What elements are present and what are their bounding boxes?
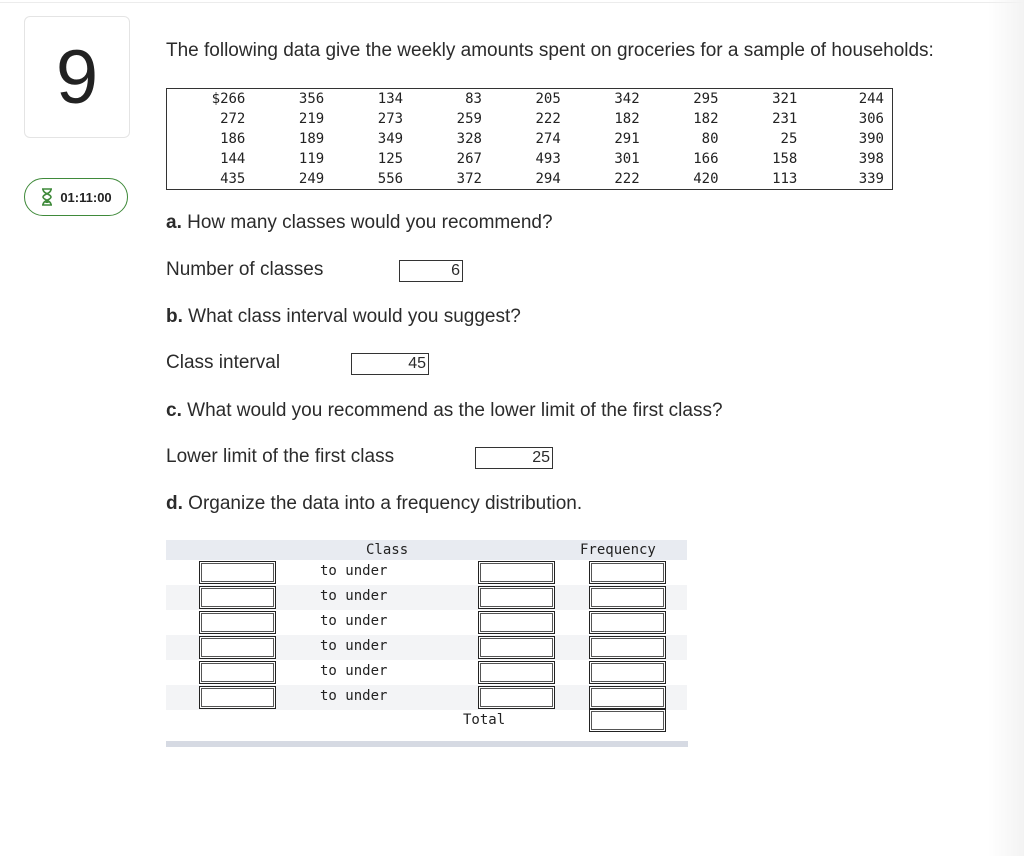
data-cell: 166 <box>693 151 719 167</box>
data-table-row <box>167 169 893 190</box>
to-under-label: to under <box>320 688 388 704</box>
data-cell: 244 <box>858 91 884 107</box>
lower-limit-label: Lower limit of the first class <box>166 446 395 467</box>
top-divider <box>0 2 1024 3</box>
data-cell: 259 <box>456 111 482 127</box>
question-number-card <box>24 16 130 138</box>
frequency-column-header: Frequency <box>580 542 656 558</box>
data-cell: 205 <box>535 91 561 107</box>
data-cell: 342 <box>614 91 640 107</box>
to-under-label: to under <box>320 588 388 604</box>
data-cell: 158 <box>772 151 798 167</box>
class-upper-limit-input[interactable] <box>478 561 555 584</box>
data-cell: 291 <box>614 131 640 147</box>
data-cell: $266 <box>211 91 246 107</box>
frequency-input[interactable] <box>589 686 666 709</box>
class-lower-limit-input[interactable] <box>199 586 276 609</box>
part-a-question: a. How many classes would you recommend? <box>166 212 553 233</box>
to-under-label: to under <box>320 613 388 629</box>
data-cell: 306 <box>858 111 884 127</box>
number-of-classes-input[interactable]: 6 <box>399 260 463 282</box>
question-number: 9 <box>55 34 99 120</box>
data-cell: 231 <box>772 111 798 127</box>
data-cell: 294 <box>535 171 561 187</box>
right-edge-shadow <box>988 0 1024 856</box>
frequency-input[interactable] <box>589 561 666 584</box>
number-of-classes-label: Number of classes <box>166 259 324 280</box>
frequency-table-row <box>166 660 687 685</box>
data-cell: 267 <box>456 151 482 167</box>
to-under-label: to under <box>320 638 388 654</box>
total-label: Total <box>463 712 506 728</box>
data-cell: 113 <box>772 171 798 187</box>
frequency-input[interactable] <box>589 661 666 684</box>
class-upper-limit-input[interactable] <box>478 636 555 659</box>
class-lower-limit-input[interactable] <box>199 686 276 709</box>
part-b-question: b. What class interval would you suggest? <box>166 306 521 327</box>
data-cell: 556 <box>377 171 404 187</box>
data-table-row <box>167 129 893 149</box>
data-table-row <box>167 109 893 129</box>
data-cell: 189 <box>298 131 325 147</box>
class-upper-limit-input[interactable] <box>478 611 555 634</box>
data-cell: 144 <box>220 151 246 167</box>
data-table <box>166 88 893 190</box>
data-cell: 349 <box>377 131 404 147</box>
frequency-table-row <box>166 685 687 710</box>
class-upper-limit-input[interactable] <box>478 686 555 709</box>
frequency-table-header <box>166 540 687 560</box>
class-column-header: Class <box>366 542 409 558</box>
data-cell: 372 <box>456 171 482 187</box>
data-cell: 249 <box>298 171 325 187</box>
frequency-input[interactable] <box>589 611 666 634</box>
data-cell: 273 <box>377 111 404 127</box>
part-c-question: c. What would you recommend as the lower limit of the first class? <box>166 400 723 421</box>
data-cell: 186 <box>220 131 246 147</box>
frequency-input[interactable] <box>589 636 666 659</box>
data-cell: 321 <box>772 91 798 107</box>
part-d-question: d. Organize the data into a frequency distribution. <box>166 493 583 514</box>
data-cell: 119 <box>298 151 325 167</box>
data-cell: 83 <box>465 91 482 107</box>
data-cell: 398 <box>858 151 884 167</box>
data-cell: 339 <box>858 171 884 187</box>
frequency-table-row <box>166 560 687 585</box>
class-lower-limit-input[interactable] <box>199 636 276 659</box>
total-frequency-input[interactable] <box>589 709 666 732</box>
class-upper-limit-input[interactable] <box>478 661 555 684</box>
class-lower-limit-input[interactable] <box>199 611 276 634</box>
data-cell: 125 <box>377 151 404 167</box>
frequency-input[interactable] <box>589 586 666 609</box>
data-cell: 390 <box>858 131 884 147</box>
data-cell: 182 <box>614 111 640 127</box>
class-lower-limit-input[interactable] <box>199 561 276 584</box>
question-prompt: The following data give the weekly amounts spent on groceries for a sample of households: <box>166 40 934 61</box>
data-cell: 80 <box>701 131 719 147</box>
data-cell: 493 <box>535 151 561 167</box>
class-upper-limit-input[interactable] <box>478 586 555 609</box>
class-lower-limit-input[interactable] <box>199 661 276 684</box>
data-cell: 134 <box>377 91 404 107</box>
data-cell: 182 <box>693 111 719 127</box>
data-cell: 222 <box>614 171 640 187</box>
timer-badge[interactable] <box>24 178 128 216</box>
data-table-row <box>167 89 893 110</box>
hourglass-icon <box>40 188 54 206</box>
class-interval-input[interactable]: 45 <box>351 353 429 375</box>
data-cell: 222 <box>535 111 561 127</box>
table-bottom-bar <box>166 741 688 747</box>
data-cell: 295 <box>693 91 719 107</box>
frequency-table-row <box>166 635 687 660</box>
class-interval-label: Class interval <box>166 352 281 373</box>
data-cell: 356 <box>298 91 325 107</box>
frequency-table-row <box>166 585 687 610</box>
data-cell: 435 <box>220 171 246 187</box>
to-under-label: to under <box>320 663 388 679</box>
data-cell: 420 <box>693 171 719 187</box>
data-cell: 274 <box>535 131 561 147</box>
timer-text: 01:11:00 <box>60 189 112 205</box>
to-under-label: to under <box>320 563 388 579</box>
data-cell: 219 <box>298 111 325 127</box>
data-table-row <box>167 149 893 169</box>
data-cell: 272 <box>220 111 246 127</box>
lower-limit-input[interactable]: 25 <box>475 447 553 469</box>
data-cell: 328 <box>456 131 482 147</box>
data-cell: 301 <box>614 151 640 167</box>
frequency-table-row <box>166 610 687 635</box>
data-cell: 25 <box>780 131 798 147</box>
